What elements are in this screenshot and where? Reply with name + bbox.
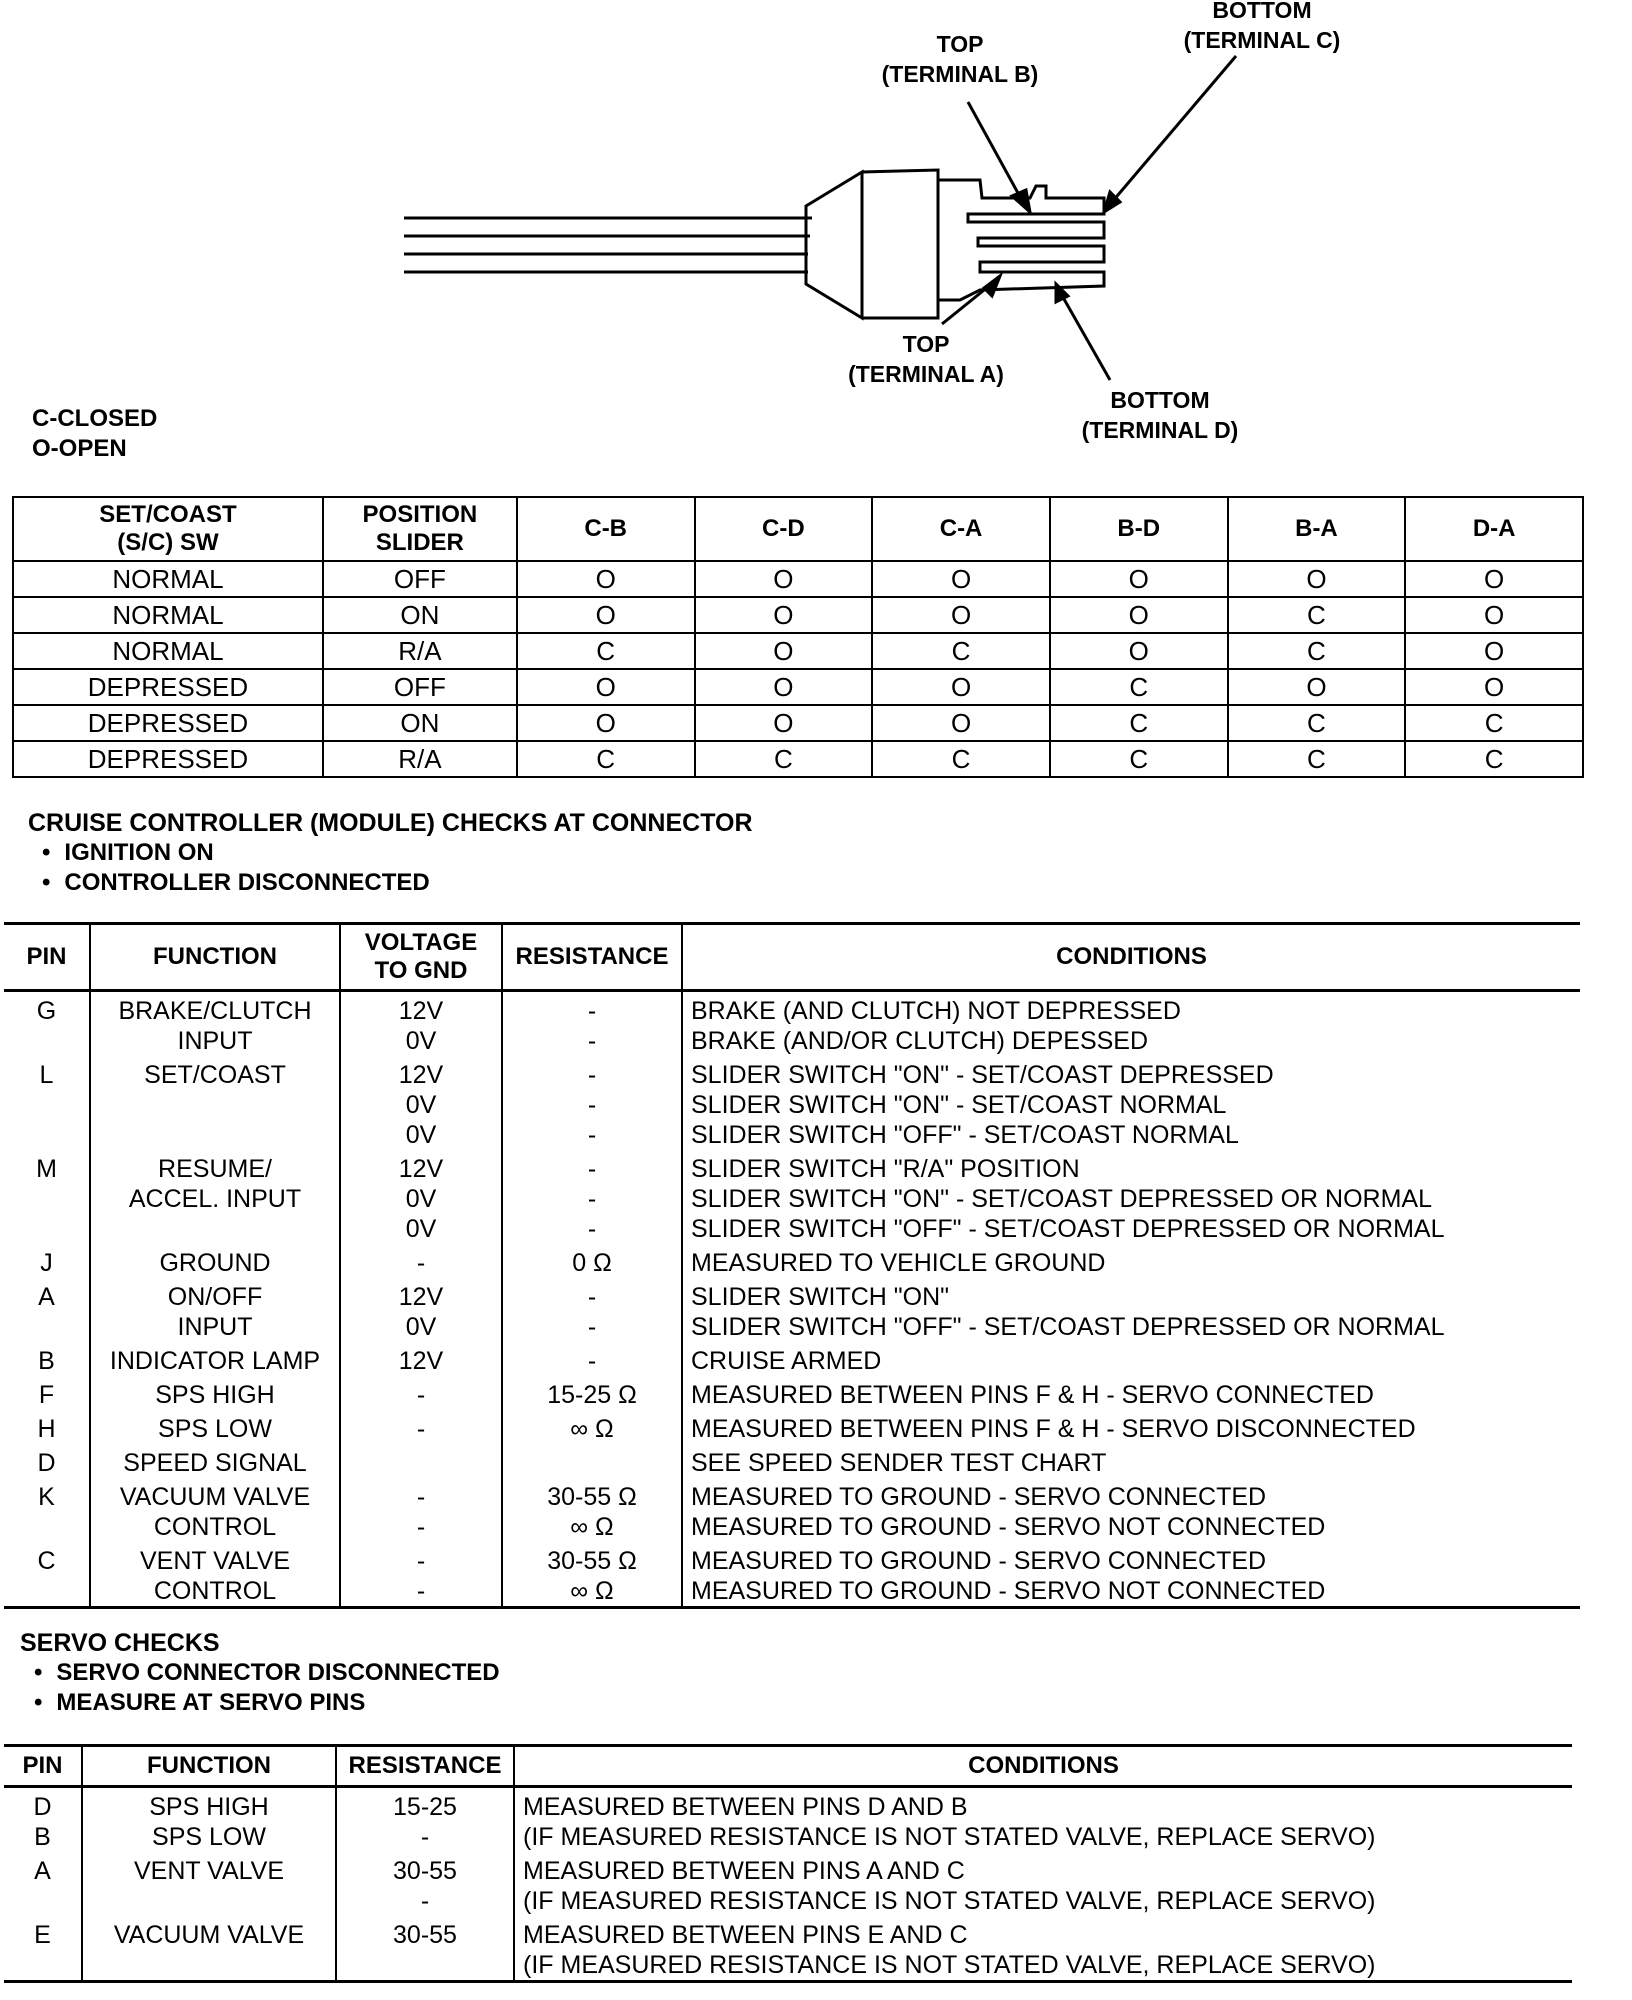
cell-line: SLIDER SWITCH "R/A" POSITION: [691, 1155, 1080, 1183]
table-cell: R/A: [323, 633, 517, 669]
table-cell: O: [517, 597, 695, 633]
table-cell: R/A: [323, 741, 517, 777]
cell-line: 15-25 Ω: [547, 1381, 637, 1409]
cell-line: INDICATOR LAMP: [109, 1347, 321, 1375]
cell-line: 30-55: [393, 1921, 457, 1949]
cell-line: VENT VALVE: [139, 1547, 291, 1575]
resistance-cell: [502, 1342, 682, 1376]
table-cell: C: [1405, 705, 1583, 741]
table-cell: O: [1405, 633, 1583, 669]
cell-line: 0V: [405, 1121, 437, 1149]
pin-cell: K: [38, 1483, 55, 1511]
cell-line: BRAKE/CLUTCH: [118, 997, 312, 1025]
table-cell: C: [1050, 669, 1228, 705]
conditions-cell: [682, 1542, 1580, 1608]
resistance-cell: [336, 1852, 514, 1916]
function-cell: [90, 1244, 340, 1278]
table-cell: ON: [323, 705, 517, 741]
table-row: [4, 1342, 1580, 1376]
conditions-cell: [682, 1244, 1580, 1278]
table-cell: C: [1228, 705, 1406, 741]
table-cell: O: [1050, 561, 1228, 597]
cell-line: SPS HIGH: [155, 1381, 275, 1409]
voltage-cell: [340, 1056, 502, 1150]
table-cell: NORMAL: [13, 561, 323, 597]
cell-line: 30-55: [393, 1857, 457, 1885]
voltage-cell: [340, 1150, 502, 1244]
table-cell: C: [1050, 705, 1228, 741]
bullet-item: • SERVO CONNECTOR DISCONNECTED: [34, 1658, 500, 1688]
cell-line: 15-25: [393, 1793, 457, 1821]
cell-line: MEASURED BETWEEN PINS F & H - SERVO DISCONNECTED: [691, 1415, 1416, 1443]
col-function: FUNCTION: [82, 1746, 336, 1787]
table-cell: C: [517, 741, 695, 777]
table-cell: O: [695, 669, 873, 705]
table-cell: O: [872, 669, 1050, 705]
conditions-cell: [682, 1150, 1580, 1244]
pin-cell: H: [37, 1415, 56, 1443]
cell-line: -: [420, 1887, 430, 1915]
table-cell: C: [695, 741, 873, 777]
table-cell: C: [1228, 597, 1406, 633]
legend-open: O-OPEN: [32, 435, 127, 462]
table-cell: O: [1050, 633, 1228, 669]
function-cell: [82, 1916, 336, 1982]
label-top-a-1: TOP: [902, 331, 950, 357]
conditions-cell: [682, 1410, 1580, 1444]
col-resistance: RESISTANCE: [336, 1746, 514, 1787]
cell-line: INPUT: [177, 1313, 253, 1341]
table-cell: ON: [323, 597, 517, 633]
label-top-b-2: (TERMINAL B): [881, 61, 1039, 87]
resistance-cell: [502, 1410, 682, 1444]
controller-checks-table: [4, 922, 1580, 1609]
cell-line: 12V: [398, 1283, 444, 1311]
col-function: FUNCTION: [90, 924, 340, 991]
function-cell: [90, 1410, 340, 1444]
table-cell: C: [1228, 633, 1406, 669]
function-cell: [90, 1444, 340, 1478]
controller-table-header: [4, 924, 1580, 991]
voltage-cell: [340, 1542, 502, 1608]
switch-table-header: [13, 497, 1583, 561]
cell-line: -: [587, 1091, 597, 1119]
pin-cell: J: [40, 1249, 53, 1277]
cell-line: SPS LOW: [152, 1823, 266, 1851]
table-cell: OFF: [323, 561, 517, 597]
cell-line: -: [587, 1027, 597, 1055]
cell-line: ∞ Ω: [570, 1577, 614, 1605]
col-c-d: C-D: [695, 497, 873, 561]
col-d-a: D-A: [1405, 497, 1583, 561]
label-bottom-d-1: BOTTOM: [1110, 387, 1210, 413]
cell-line: MEASURED TO GROUND - SERVO NOT CONNECTED: [691, 1513, 1326, 1541]
cell-line: 0 Ω: [572, 1249, 612, 1277]
cell-line: SLIDER SWITCH "ON" - SET/COAST NORMAL: [691, 1091, 1227, 1119]
cell-line: A: [34, 1857, 51, 1885]
cell-line: MEASURED TO GROUND - SERVO CONNECTED: [691, 1483, 1267, 1511]
voltage-cell: [340, 991, 502, 1057]
cell-line: CRUISE ARMED: [691, 1347, 882, 1375]
function-cell: [82, 1852, 336, 1916]
cell-line: GROUND: [159, 1249, 271, 1277]
cell-line: SET/COAST: [144, 1061, 286, 1089]
cell-line: 12V: [398, 997, 444, 1025]
col-position-slider: POSITION SLIDER: [323, 497, 517, 561]
conditions-cell: [514, 1916, 1572, 1982]
cell-line: MEASURED TO GROUND - SERVO CONNECTED: [691, 1547, 1267, 1575]
table-cell: C: [1050, 741, 1228, 777]
label-bottom-c-2: (TERMINAL C): [1183, 27, 1341, 53]
leader-top-b: [968, 102, 1024, 204]
col-conditions: CONDITIONS: [514, 1746, 1572, 1787]
cell-line: -: [416, 1483, 426, 1511]
cell-line: MEASURED BETWEEN PINS F & H - SERVO CONNECTED: [691, 1381, 1374, 1409]
cell-line: BRAKE (AND CLUTCH) NOT DEPRESSED: [691, 997, 1181, 1025]
resistance-cell: [502, 1542, 682, 1608]
cell-line: (IF MEASURED RESISTANCE IS NOT STATED VALVE, REPLACE SERVO): [523, 1887, 1376, 1915]
col-pin: PIN: [26, 943, 67, 970]
pin-cell: G: [36, 997, 57, 1025]
cell-line: VACUUM VALVE: [113, 1921, 305, 1949]
cell-line: -: [587, 997, 597, 1025]
cell-line: MEASURED BETWEEN PINS D AND B: [523, 1793, 968, 1821]
cell-line: MEASURED BETWEEN PINS E AND C: [523, 1921, 968, 1949]
table-row: [13, 705, 1583, 741]
table-cell: O: [1228, 561, 1406, 597]
servo-table-header: [4, 1746, 1572, 1787]
resistance-cell: [502, 1376, 682, 1410]
wire-bundle: [404, 218, 812, 272]
conditions-cell: [682, 1478, 1580, 1542]
cell-line: -: [587, 1283, 597, 1311]
cell-line: D: [33, 1793, 52, 1821]
switch-continuity-table: [12, 496, 1584, 778]
label-bottom-c-1: BOTTOM: [1212, 0, 1312, 23]
pin-cell: L: [39, 1061, 54, 1089]
table-row: [4, 1444, 1580, 1478]
conditions-cell: [682, 1056, 1580, 1150]
cell-line: MEASURED TO GROUND - SERVO NOT CONNECTED: [691, 1577, 1326, 1605]
voltage-cell: [340, 1478, 502, 1542]
legend-closed: C-CLOSED: [32, 405, 158, 432]
col-c-b: C-B: [517, 497, 695, 561]
cell-line: CONTROL: [153, 1577, 277, 1605]
pin-cell: D: [37, 1449, 56, 1477]
cell-line: 0V: [405, 1027, 437, 1055]
table-cell: O: [872, 597, 1050, 633]
col-b-d: B-D: [1050, 497, 1228, 561]
cell-line: SLIDER SWITCH "OFF" - SET/COAST DEPRESSED OR NORMAL: [691, 1215, 1445, 1243]
voltage-cell: [340, 1278, 502, 1342]
cell-line: SPS HIGH: [149, 1793, 269, 1821]
cell-line: -: [416, 1249, 426, 1277]
cell-line: -: [587, 1215, 597, 1243]
cell-line: 0V: [405, 1215, 437, 1243]
voltage-cell: [340, 1410, 502, 1444]
table-cell: O: [1050, 597, 1228, 633]
voltage-cell: [340, 1376, 502, 1410]
col-resistance: RESISTANCE: [502, 924, 682, 991]
pin-cell: F: [38, 1381, 55, 1409]
function-cell: [90, 1542, 340, 1608]
col-c-a: C-A: [872, 497, 1050, 561]
voltage-cell: [340, 1244, 502, 1278]
col-conditions: CONDITIONS: [682, 924, 1580, 991]
function-cell: [90, 1478, 340, 1542]
table-cell: O: [1405, 669, 1583, 705]
pin-cell: M: [36, 1155, 57, 1183]
cell-line: E: [34, 1921, 51, 1949]
table-cell: DEPRESSED: [13, 669, 323, 705]
table-row: [4, 1478, 1580, 1542]
cell-line: SLIDER SWITCH "ON" - SET/COAST DEPRESSED: [691, 1061, 1274, 1089]
cell-line: -: [416, 1577, 426, 1605]
table-cell: C: [517, 633, 695, 669]
cell-line: -: [420, 1823, 430, 1851]
table-cell: DEPRESSED: [13, 705, 323, 741]
bullet-item: • IGNITION ON: [42, 838, 753, 868]
table-cell: O: [517, 669, 695, 705]
conditions-cell: [682, 991, 1580, 1057]
table-row: [4, 991, 1580, 1057]
table-cell: O: [695, 705, 873, 741]
table-row: [4, 1376, 1580, 1410]
leader-bottom-d: [1060, 292, 1110, 380]
servo-title: SERVO CHECKS: [20, 1629, 220, 1657]
resistance-cell: [502, 1150, 682, 1244]
resistance-cell: [502, 1478, 682, 1542]
cell-line: (IF MEASURED RESISTANCE IS NOT STATED VALVE, REPLACE SERVO): [523, 1951, 1376, 1979]
table-cell: C: [1405, 741, 1583, 777]
resistance-cell: [502, 1244, 682, 1278]
function-cell: [90, 1376, 340, 1410]
controller-bullets: [28, 838, 753, 898]
cell-line: SLIDER SWITCH "OFF" - SET/COAST NORMAL: [691, 1121, 1239, 1149]
servo-section-heading: [20, 1628, 500, 1718]
voltage-cell: [340, 1342, 502, 1376]
cell-line: 0V: [405, 1185, 437, 1213]
cell-line: -: [587, 1185, 597, 1213]
function-cell: [90, 1278, 340, 1342]
cell-line: -: [416, 1415, 426, 1443]
table-cell: C: [872, 633, 1050, 669]
pin-cell: [4, 1852, 82, 1916]
cell-line: VACUUM VALVE: [119, 1483, 311, 1511]
cell-line: -: [416, 1381, 426, 1409]
conditions-cell: [682, 1342, 1580, 1376]
table-row: [13, 669, 1583, 705]
table-cell: NORMAL: [13, 597, 323, 633]
cell-line: -: [587, 1121, 597, 1149]
conditions-cell: [682, 1376, 1580, 1410]
cell-line: MEASURED BETWEEN PINS A AND C: [523, 1857, 965, 1885]
cell-line: -: [416, 1513, 426, 1541]
cell-line: 30-55 Ω: [547, 1547, 637, 1575]
connector-cone: [806, 172, 862, 318]
cell-line: INPUT: [177, 1027, 253, 1055]
cell-line: 12V: [398, 1155, 444, 1183]
table-row: [4, 1244, 1580, 1278]
cell-line: 30-55 Ω: [547, 1483, 637, 1511]
table-cell: C: [872, 741, 1050, 777]
table-row: [13, 741, 1583, 777]
table-row: [4, 1787, 1572, 1853]
function-cell: [90, 991, 340, 1057]
cell-line: ∞ Ω: [570, 1513, 614, 1541]
table-cell: NORMAL: [13, 633, 323, 669]
col-b-a: B-A: [1228, 497, 1406, 561]
table-cell: O: [695, 633, 873, 669]
servo-checks-table: [4, 1744, 1572, 1983]
function-cell: [90, 1150, 340, 1244]
table-row: [4, 1056, 1580, 1150]
cell-line: BRAKE (AND/OR CLUTCH) DEPESSED: [691, 1027, 1149, 1055]
resistance-cell: [502, 991, 682, 1057]
cell-line: ∞ Ω: [570, 1415, 614, 1443]
label-bottom-d-2: (TERMINAL D): [1081, 417, 1239, 443]
table-row: [4, 1852, 1572, 1916]
function-cell: [90, 1056, 340, 1150]
table-cell: DEPRESSED: [13, 741, 323, 777]
cell-line: ON/OFF: [167, 1283, 263, 1311]
cell-line: SLIDER SWITCH "ON" - SET/COAST DEPRESSED OR NORMAL: [691, 1185, 1433, 1213]
table-row: [4, 1542, 1580, 1608]
label-top-a-2: (TERMINAL A): [848, 361, 1004, 387]
cell-line: 0V: [405, 1091, 437, 1119]
cell-line: SPEED SIGNAL: [123, 1449, 307, 1477]
table-cell: C: [1228, 741, 1406, 777]
resistance-cell: [502, 1056, 682, 1150]
table-cell: O: [1405, 597, 1583, 633]
cell-line: -: [587, 1155, 597, 1183]
table-row: [4, 1916, 1572, 1982]
table-cell: O: [1228, 669, 1406, 705]
table-row: [4, 1278, 1580, 1342]
table-row: [13, 633, 1583, 669]
table-cell: O: [517, 705, 695, 741]
table-row: [13, 561, 1583, 597]
table-row: [4, 1410, 1580, 1444]
cell-line: SEE SPEED SENDER TEST CHART: [691, 1449, 1107, 1477]
resistance-cell: [336, 1916, 514, 1982]
cell-line: -: [587, 1313, 597, 1341]
connector-body: [862, 170, 938, 318]
table-row: [13, 597, 1583, 633]
connector-diagram: [0, 0, 1632, 470]
pin-cell: C: [37, 1547, 56, 1575]
cell-line: VENT VALVE: [133, 1857, 285, 1885]
col-pin: PIN: [22, 1752, 63, 1779]
conditions-cell: [514, 1852, 1572, 1916]
table-cell: O: [872, 561, 1050, 597]
cell-line: 12V: [398, 1347, 444, 1375]
cell-line: ACCEL. INPUT: [128, 1185, 302, 1213]
resistance-cell: [502, 1278, 682, 1342]
conditions-cell: [682, 1444, 1580, 1478]
cell-line: SLIDER SWITCH "ON": [691, 1283, 950, 1311]
col-voltage: VOLTAGE TO GND: [340, 924, 502, 991]
cell-line: 0V: [405, 1313, 437, 1341]
conditions-cell: [514, 1787, 1572, 1853]
resistance-cell: [336, 1787, 514, 1853]
legend: [32, 404, 157, 464]
voltage-cell: [340, 1444, 502, 1478]
cell-line: (IF MEASURED RESISTANCE IS NOT STATED VALVE, REPLACE SERVO): [523, 1823, 1376, 1851]
pin-cell: A: [38, 1283, 55, 1311]
bullet-item: • MEASURE AT SERVO PINS: [34, 1688, 500, 1718]
cell-line: 12V: [398, 1061, 444, 1089]
cell-line: MEASURED TO VEHICLE GROUND: [691, 1249, 1106, 1277]
pin-cell: B: [38, 1347, 55, 1375]
cell-line: SLIDER SWITCH "OFF" - SET/COAST DEPRESSED OR NORMAL: [691, 1313, 1445, 1341]
cell-line: B: [34, 1823, 51, 1851]
cell-line: RESUME/: [158, 1155, 272, 1183]
cell-line: -: [416, 1547, 426, 1575]
function-cell: [82, 1787, 336, 1853]
cell-line: -: [587, 1347, 597, 1375]
cell-line: SPS LOW: [158, 1415, 272, 1443]
col-set-coast: SET/COAST (S/C) SW: [13, 497, 323, 561]
bullet-item: • CONTROLLER DISCONNECTED: [42, 868, 753, 898]
table-cell: O: [695, 597, 873, 633]
label-top-b-1: TOP: [936, 31, 984, 57]
conditions-cell: [682, 1278, 1580, 1342]
cell-line: CONTROL: [153, 1513, 277, 1541]
pin-cell: [4, 1787, 82, 1853]
cell-line: -: [587, 1061, 597, 1089]
table-cell: O: [1405, 561, 1583, 597]
table-cell: O: [695, 561, 873, 597]
leader-bottom-c: [1112, 56, 1236, 202]
function-cell: [90, 1342, 340, 1376]
table-cell: O: [872, 705, 1050, 741]
pin-cell: [4, 1916, 82, 1982]
table-row: [4, 1150, 1580, 1244]
controller-section-heading: [28, 808, 753, 898]
table-cell: OFF: [323, 669, 517, 705]
table-cell: O: [517, 561, 695, 597]
resistance-cell: [502, 1444, 682, 1478]
servo-bullets: [20, 1658, 500, 1718]
controller-title: CRUISE CONTROLLER (MODULE) CHECKS AT CONNECTOR: [28, 809, 753, 837]
